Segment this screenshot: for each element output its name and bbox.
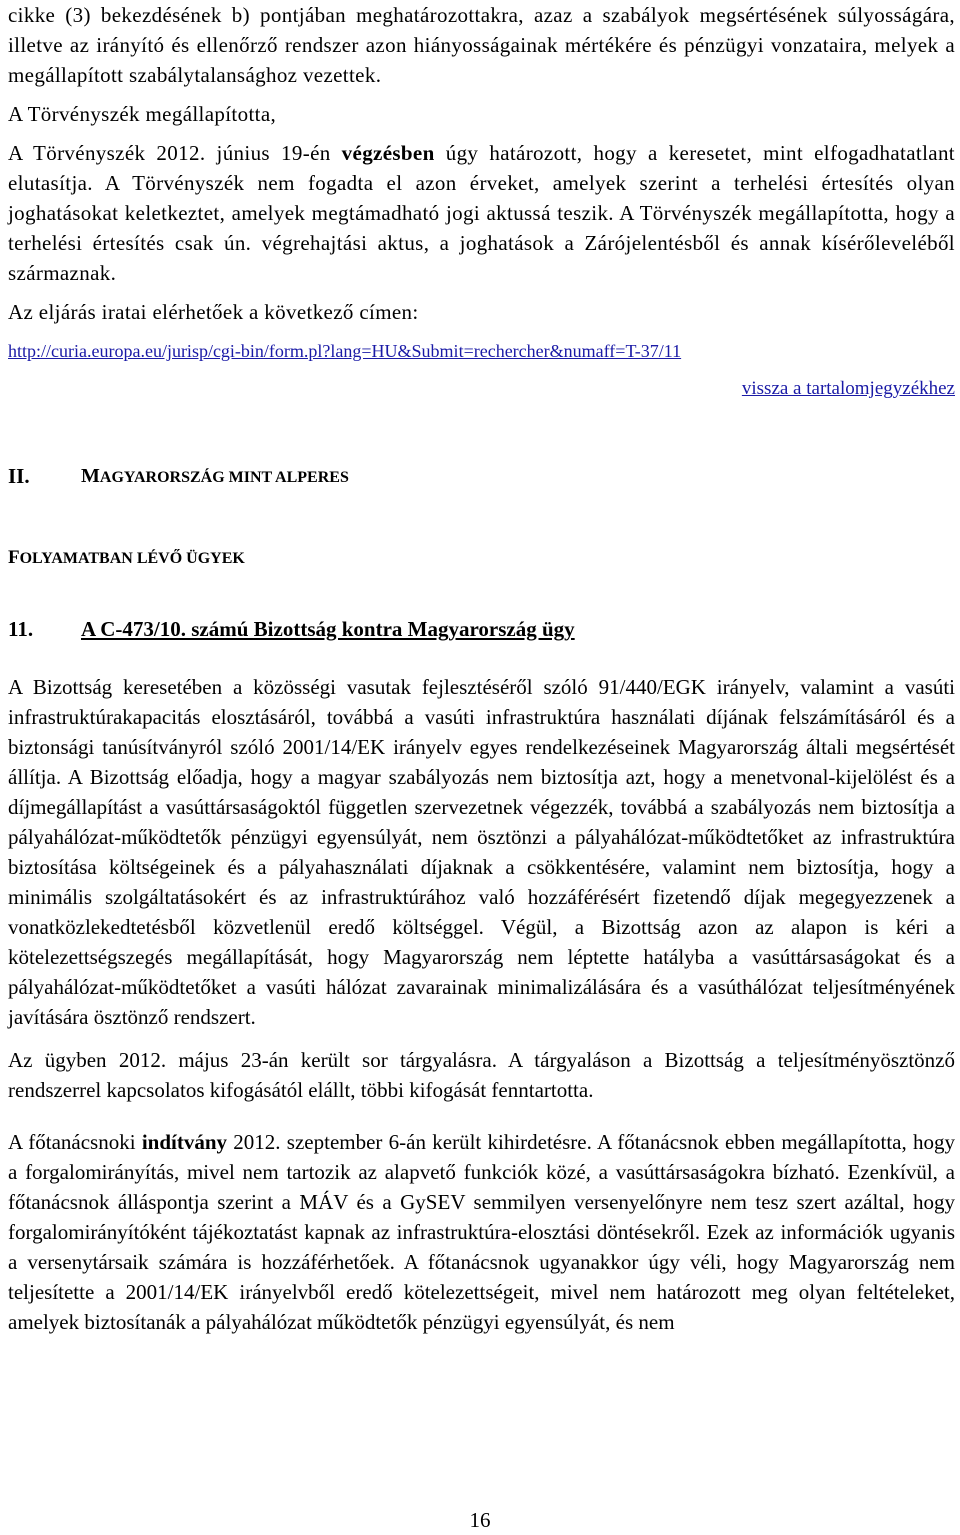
section-heading xyxy=(8,462,955,492)
section-number: II. xyxy=(8,464,30,488)
page-number: 16 xyxy=(469,1508,491,1532)
documents-availability-text: Az eljárás iratai elérhetőek a következő címen: xyxy=(8,300,419,324)
section-title xyxy=(81,462,349,492)
ruling-emphasis: végzésben xyxy=(341,141,435,165)
subsection-heading xyxy=(8,546,955,571)
intro-statement: A Törvényszék megállapította, xyxy=(8,102,277,126)
curia-case-link[interactable]: http://curia.europa.eu/jurisp/cgi-bin/form.pl?lang=HU&Submit=rechercher&numaff=T-37/11 xyxy=(8,341,682,361)
opinion-text-rest: 2012. szeptember 6-án került kihirdetésre. A főtanácsnok ebben megállapította, hogy a forgalomirányítás, mivel nem tartozik az alapvető funkciók közé, a vasúttársaságokra bízható. Ezenkívül, a főtanácsnok álláspontja szerint a MÁV és a GySEV semmilyen versenyelőnyre nem tesz szert azáltal, hogy forgalomirányítóként tájékoztatást kapnak az infrastruktúra-elosztási döntésekről. Ezek az információk ugyanis a versenytársaik számára is hozzáférhetőek. A főtanácsnok ugyanakkor úgy véli, hogy Magyarország nem teljesítette a 2001/14/EK irányelvből eredő kötelezettségeit, mivel nem határozott meg olyan feltételeket, amelyek biztosítanák a pályahálózat működtetők pénzügyi egyensúlyát, és nem xyxy=(8,1130,955,1334)
section-title-initial: M xyxy=(81,465,100,487)
section-title-rest: AGYARORSZÁG MINT ALPERES xyxy=(99,469,349,486)
opinion-text-start: A főtanácsnoki xyxy=(8,1130,142,1154)
case-paragraph-opinion xyxy=(8,1127,955,1337)
case-number: 11. xyxy=(8,617,34,641)
case-paragraph-hearing: Az ügyben 2012. május 23-án került sor tárgyalásra. A tárgyaláson a Bizottság a teljesítményösztönző rendszerrel kapcsolatos kifogásától elállt, többi kifogását fenntartotta. xyxy=(8,1048,955,1102)
subsection-rest: OLYAMATBAN LÉVŐ ÜGYEK xyxy=(19,550,245,567)
case-paragraph-claim: A Bizottság keresetében a közösségi vasutak fejlesztéséről szóló 91/440/EGK irányelv, valamint a vasúti infrastruktúrakapacitás elosztásáról, továbbá a vasúti infrastruktúra használati díjának felszámításáról és a biztonsági tanúsítványról szóló 2001/14/EK irányelv egyes rendelkezéseinek Magyarország általi megsértését állítja. A Bizottság előadja, hogy a magyar szabályozás nem biztosítja azt, hogy a menetvonal-kijelölést és a díjmegállapítást a vasúttársaságoktól független szervezetnek végezzék, továbbá a szabályozás nem biztosítja a pályahálózat-működtetők pénzügyi egyensúlyát, nem ösztönzi a pályahálózat-működtetőket az infrastruktúra biztosítása költségeinek és a pályahasználati díjaknak a csökkentésére, valamint nem biztosítja, hogy a minimális szolgáltatásokért és az infrastruktúrához való hozzáférésért fizetendő díjak megegyezzenek a vonatközlekedtetésből közvetlenül eredő költséggel. Végül, a Bizottság azon az alapon is kéri a kötelezettségszegés megállapítását, hogy Magyarország nem léptette hatályba a vasúttársaságokat és a pályahálózat-működtetőket a vasúti hálózat zavarainak minimalizálására és a vasúthálózat teljesítményének javítására ösztönző rendszert. xyxy=(8,675,955,1029)
subsection-initial: F xyxy=(8,547,20,568)
ruling-text-start: A Törvényszék 2012. június 19-én xyxy=(8,141,342,165)
intro-paragraph: cikke (3) bekezdésének b) pontjában meghatározottakra, azaz a szabályok megsértésének súlyosságára, illetve az irányító és ellenőrző rendszer azon hiányosságainak mértékére és pénzügyi vonzataira, melyek a megállapított szabálytalansághoz vezettek. xyxy=(8,3,955,87)
case-heading xyxy=(8,614,955,644)
ruling-paragraph xyxy=(8,138,955,288)
case-title: A C-473/10. számú Bizottság kontra Magyarország ügy xyxy=(81,617,575,641)
ruling-text-rest: úgy határozott, hogy a keresetet, mint elfogadhatatlant elutasítja. A Törvényszék nem fogadta el azon érveket, amelyek szerint a terhelési értesítés olyan joghatásokat keletkeztet, amelyek megtámadható jogi aktussá teszik. A Törvényszék megállapította, hogy a terhelési értesítés csak ún. végrehajtási aktus, a joghatások a Zárójelentésből és annak kísérőleveléből származnak. xyxy=(8,141,955,285)
back-to-contents-link[interactable]: vissza a tartalomjegyzékhez xyxy=(741,378,955,399)
document-page xyxy=(8,0,955,1337)
opinion-emphasis: indítvány xyxy=(141,1130,228,1154)
